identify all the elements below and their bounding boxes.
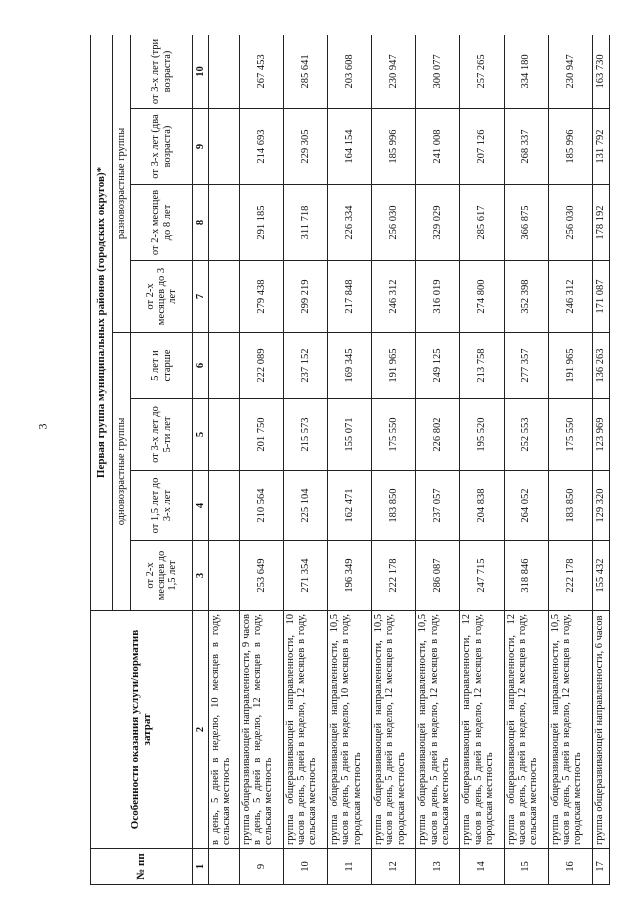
cost-value: 256 030 [372,185,416,261]
table-row [372,35,416,885]
cost-value: 217 848 [327,261,371,333]
cost-value: 123 969 [592,399,609,471]
cost-value: 279 438 [239,261,283,333]
cost-value: 311 718 [283,185,327,261]
cost-value: 183 850 [548,471,592,541]
cost-value: 171 087 [592,261,609,333]
row-description: группа общеразвивающей направленности, 10,5 часов в день, 5 дней в неделю, 12 месяцев в году, городская местность [548,611,592,849]
cost-value: 204 838 [460,471,504,541]
cost-value: 163 730 [592,35,609,109]
page-number: 3 [35,423,50,430]
row-number: 15 [504,849,548,885]
cost-value: 214 693 [239,109,283,185]
cost-value: 352 398 [504,261,548,333]
cost-value: 249 125 [416,333,460,399]
column-index: 6 [193,333,209,399]
cost-value: 334 180 [504,35,548,109]
table-row [460,35,504,885]
header-subcol: от 2-х месяцев до 8 лет [131,185,193,261]
table-row [416,35,460,885]
cost-value: 185 996 [372,109,416,185]
cost-value: 210 564 [239,471,283,541]
cost-value: 291 185 [239,185,283,261]
cost-value: 185 996 [548,109,592,185]
row-number: 13 [416,849,460,885]
cost-value: 222 089 [239,333,283,399]
cost-value: 268 337 [504,109,548,185]
cost-value: 207 126 [460,109,504,185]
cost-value: 253 649 [239,541,283,611]
cost-value: 162 471 [327,471,371,541]
header-subcol: от 3-х лет до 5-ти лет [131,399,193,471]
header-group-title: Первая группа муниципальных районов (городских округов)* [91,35,113,611]
row-description: в день, 5 дней в неделю, 10 месяцев в году, сельская местность [209,611,240,849]
cost-value: 229 305 [283,109,327,185]
cost-value: 129 320 [592,471,609,541]
column-index: 8 [193,185,209,261]
cost-value: 225 104 [283,471,327,541]
cost-value: 285 617 [460,185,504,261]
header-subcol: от 3-х лет (два возраста) [131,109,193,185]
cost-value: 155 432 [592,541,609,611]
row-description: группа общеразвивающей направленности, 12 часов в день, 5 дней в неделю, 12 месяцев в году, городская местность [460,611,504,849]
rotated-table-wrapper [90,35,610,885]
cost-value: 191 965 [372,333,416,399]
cost-value: 213 758 [460,333,504,399]
cost-value: 196 349 [327,541,371,611]
column-index: 7 [193,261,209,333]
column-index: 4 [193,471,209,541]
cost-value: 277 357 [504,333,548,399]
cost-value: 237 152 [283,333,327,399]
cost-value: 267 453 [239,35,283,109]
cost-value: 271 354 [283,541,327,611]
cost-value: 230 947 [372,35,416,109]
cost-value: 329 029 [416,185,460,261]
header-mixed-age: разновозрастные группы [113,35,131,333]
cost-value: 237 057 [416,471,460,541]
cost-value: 300 077 [416,35,460,109]
cost-value: 274 800 [460,261,504,333]
row-number: 9 [239,849,283,885]
column-index: 3 [193,541,209,611]
table-row [504,35,548,885]
cost-value [209,35,240,109]
row-description: группа общеразвивающей направленности, 12 часов в день, 5 дней в неделю, 12 месяцев в году, сельская местность [504,611,548,849]
cost-value: 222 178 [548,541,592,611]
cost-value [209,185,240,261]
cost-norms-table [90,35,610,885]
table-row [592,35,609,885]
cost-value: 136 263 [592,333,609,399]
cost-value [209,541,240,611]
row-description: группа общеразвивающей направленности, 10,5 часов в день, 5 дней в неделю, 12 месяцев в году, сельская местность [416,611,460,849]
table-row [209,35,240,885]
cost-value: 178 192 [592,185,609,261]
row-description: группа общеразвивающей направленности, 10,5 часов в день, 5 дней в неделю, 10 месяцев в году, городская местность [327,611,371,849]
cost-value: 155 071 [327,399,371,471]
row-description: группа общеразвивающей направленности, 10,5 часов в день, 5 дней в неделю, 12 месяцев в году, городская местность [372,611,416,849]
column-index: 5 [193,399,209,471]
cost-value: 246 312 [548,261,592,333]
cost-value: 226 802 [416,399,460,471]
column-index: 10 [193,35,209,109]
row-number: 11 [327,849,371,885]
document-viewport [90,35,610,885]
cost-value: 164 154 [327,109,371,185]
table-row [239,35,283,885]
table-row [548,35,592,885]
cost-value: 318 846 [504,541,548,611]
cost-value [209,109,240,185]
header-subcol: от 2-х месяцев до 1,5 лет [131,541,193,611]
row-number: 14 [460,849,504,885]
column-index: 9 [193,109,209,185]
cost-value: 175 550 [372,399,416,471]
cost-value [209,399,240,471]
header-single-age: одновозрастные группы [113,333,131,611]
cost-value: 175 550 [548,399,592,471]
cost-value: 256 030 [548,185,592,261]
cost-value: 215 573 [283,399,327,471]
header-no: № пп [91,849,193,885]
header-description: Особенности оказания услуги/норматив затрат [91,611,193,849]
cost-value: 191 965 [548,333,592,399]
cost-value [209,261,240,333]
row-number [209,849,240,885]
cost-value: 264 052 [504,471,548,541]
cost-value: 247 715 [460,541,504,611]
cost-value: 230 947 [548,35,592,109]
cost-value: 366 875 [504,185,548,261]
row-number: 16 [548,849,592,885]
cost-value: 252 553 [504,399,548,471]
header-subcol: от 2-х месяцев до 3 лет [131,261,193,333]
column-index: 1 [193,849,209,885]
header-subcol: от 1,5 лет до 3-х лет [131,471,193,541]
table-row [283,35,327,885]
header-subcol: от 3-х лет (три возраста) [131,35,193,109]
cost-value: 169 345 [327,333,371,399]
cost-value: 257 265 [460,35,504,109]
cost-value: 201 750 [239,399,283,471]
table-row [327,35,371,885]
cost-value [209,471,240,541]
cost-value [209,333,240,399]
cost-value: 246 312 [372,261,416,333]
cost-value: 222 178 [372,541,416,611]
row-description: группа общеразвивающей направленности, 9 часов в день, 5 дней в неделю, 12 месяцев в году, сельская местность [239,611,283,849]
cost-value: 316 019 [416,261,460,333]
header-subcol: 5 лет и старше [131,333,193,399]
cost-value: 131 792 [592,109,609,185]
row-number: 10 [283,849,327,885]
cost-value: 285 641 [283,35,327,109]
row-number: 17 [592,849,609,885]
cost-value: 203 608 [327,35,371,109]
row-number: 12 [372,849,416,885]
cost-value: 183 850 [372,471,416,541]
column-index: 2 [193,611,209,849]
cost-value: 286 087 [416,541,460,611]
cost-value: 241 008 [416,109,460,185]
cost-value: 226 334 [327,185,371,261]
cost-value: 299 219 [283,261,327,333]
row-description: группа общеразвивающей направленности, 6 часов [592,611,609,849]
row-description: группа общеразвивающей направленности, 10 часов в день, 5 дней в неделю, 12 месяцев в году, сельская местность [283,611,327,849]
cost-value: 195 520 [460,399,504,471]
